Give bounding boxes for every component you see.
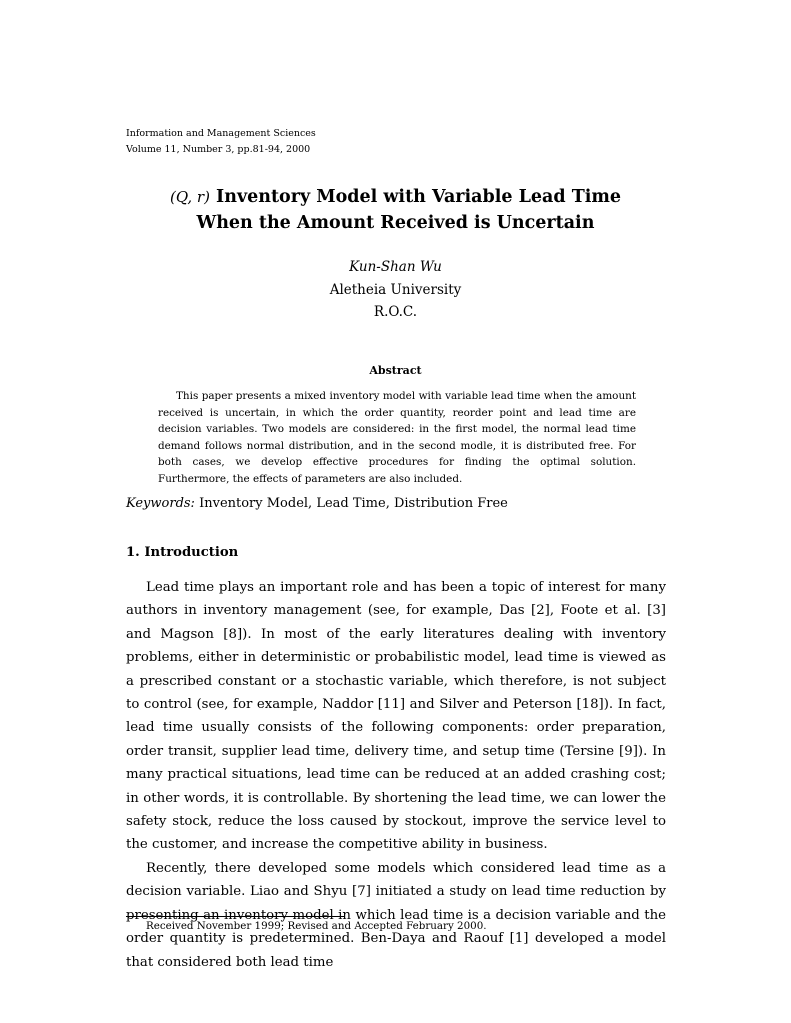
footnote: Received November 1999; Revised and Accepted February 2000. (146, 920, 487, 932)
footnote-rule (126, 916, 344, 917)
paper-title (0, 184, 791, 236)
title-line-1-text: Inventory Model with Variable Lead Time (209, 187, 622, 207)
journal-volume: Volume 11, Number 3, pp.81-94, 2000 (126, 144, 311, 155)
journal-name: Information and Management Sciences (126, 128, 316, 139)
abstract-text: This paper presents a mixed inventory model with variable lead time when the amount received is uncertain, in which the order quantity, reorder point and lead time are decision variables. Two models are considered: in the first model, the normal lead time demand follows normal distribution, and in the second modle, it is distributed free. For both cases, we develop effective procedures for finding the optimal solution. Furthermore, the effects of parameters are also included. (158, 390, 636, 485)
title-math: (Q, r) (169, 188, 210, 206)
author-name: Kun-Shan Wu (349, 259, 442, 275)
author-affiliation: Aletheia University (329, 281, 462, 298)
keywords (126, 496, 508, 511)
author-country: R.O.C. (373, 304, 418, 320)
journal-header (126, 126, 316, 158)
section-heading: 1. Introduction (126, 545, 239, 560)
keywords-label: Keywords: (126, 496, 195, 511)
title-line-1 (0, 184, 791, 210)
keywords-text: Inventory Model, Lead Time, Distribution Free (194, 496, 508, 511)
abstract-heading: Abstract (369, 364, 422, 377)
body-paragraph: Recently, there developed some models which considered lead time as a decision variable. Liao and Shyu [7] initiated a study on lead time reduction by presenting an inventory model in which lead time is a decision variable and the order quantity is predetermined. Ben-Daya and Raouf [1] developed a model that considered both lead time (126, 860, 666, 970)
section-body (126, 576, 666, 974)
body-paragraph: Lead time plays an important role and has been a topic of interest for many authors in inventory management (see, for example, Das [2], Foote et al. [3] and Magson [8]). In most of the early literatures dealing with inventory problems, either in deterministic or probabilistic model, lead time is viewed as a prescribed constant or a stochastic variable, which therefore, is not subject to control (see, for example, Naddor [11] and Silver and Peterson [18]). In fact, lead time usually consists of the following components: order preparation, order transit, supplier lead time, delivery time, and setup time (Tersine [9]). In many practical situations, lead time can be reduced at an added crashing cost; in other words, it is controllable. By shortening the lead time, we can lower the safety stock, reduce the loss caused by stockout, improve the service level to the customer, and increase the competitive ability in business. (126, 580, 666, 853)
author-block (0, 256, 791, 324)
title-line-2: When the Amount Received is Uncertain (196, 213, 595, 233)
